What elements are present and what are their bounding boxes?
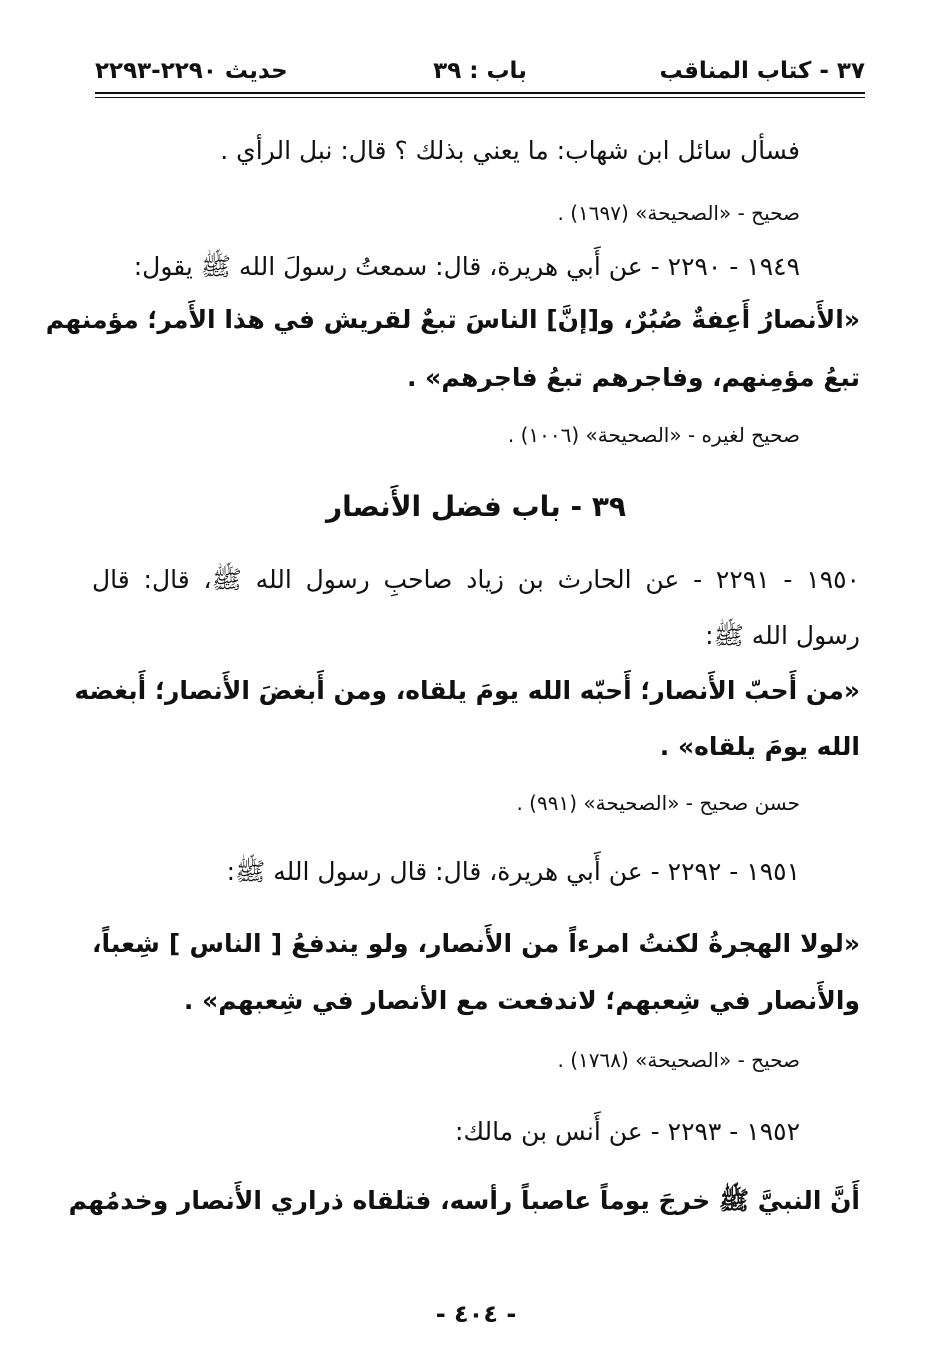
header-chapter: باب : ٣٩ [433, 58, 527, 84]
text-line: فسأل سائل ابن شهاب: ما يعني بذلك ؟ قال: نبل الرأي . [220, 136, 800, 165]
page-number: - ٤٠٤ - [435, 1300, 517, 1328]
hadith-1949-text-line1: «الأَنصارُ أَعِفةٌ صُبُرٌ، و[إنَّ] الناسَ تبعٌ لقريش في هذا الأَمر؛ مؤمنهم [45, 305, 860, 334]
header-hadith-range: حديث ٢٢٩٠-٢٢٩٣ [95, 58, 288, 84]
hadith-1949-intro: ١٩٤٩ - ٢٢٩٠ - عن أَبي هريرة، قال: سمعتُ رسولَ الله ﷺ يقول: [133, 252, 800, 281]
grading-line: حسن صحيح - «الصحيحة» (٩٩١) . [516, 791, 800, 815]
hadith-1952-intro: ١٩٥٢ - ٢٢٩٣ - عن أَنس بن مالك: [455, 1117, 800, 1146]
hadith-1951-intro: ١٩٥١ - ٢٢٩٢ - عن أَبي هريرة، قال: قال رسول الله ﷺ: [226, 857, 800, 886]
running-header [95, 52, 865, 92]
header-book-title: ٣٧ - كتاب المناقب [659, 58, 865, 84]
hadith-1950-intro-line2: رسول الله ﷺ: [705, 621, 860, 650]
header-rule-thin [95, 97, 865, 98]
grading-line: صحيح لغيره - «الصحيحة» (١٠٠٦) . [507, 423, 800, 447]
hadith-1950-text-line1: «من أَحبّ الأَنصار؛ أَحبّه الله يومَ يلقاه، ومن أَبغضَ الأَنصار؛ أَبغضه [74, 676, 860, 705]
hadith-1950-text-line2: الله يومَ يلقاه» . [659, 732, 860, 761]
hadith-1949-text-line2: تبعُ مؤمِنهم، وفاجرهم تبعُ فاجرهم» . [406, 363, 860, 392]
hadith-1951-text-line2: والأَنصار في شِعبهم؛ لاندفعت مع الأنصار في شِعبهم» . [183, 986, 860, 1015]
hadith-1952-text-line1: أَنَّ النبيَّ ﷺ خرجَ يوماً عاصباً رأسه، فتلقاه ذراري الأَنصار وخدمُهم [68, 1186, 860, 1215]
grading-line: صحيح - «الصحيحة» (١٦٩٧) . [557, 201, 800, 225]
section-heading: ٣٩ - باب فضل الأَنصار [325, 490, 627, 523]
hadith-1950-intro-line1: ١٩٥٠ - ٢٢٩١ - عن الحارث بن زياد صاحبِ رسول الله ﷺ، قال: قال [92, 565, 860, 594]
grading-line: صحيح - «الصحيحة» (١٧٦٨) . [557, 1048, 800, 1072]
hadith-1951-text-line1: «لولا الهجرةُ لكنتُ امرءاً من الأَنصار، ولو يندفعُ [ الناس ] شِعباً، [92, 929, 860, 958]
header-rule-thick [95, 92, 865, 94]
